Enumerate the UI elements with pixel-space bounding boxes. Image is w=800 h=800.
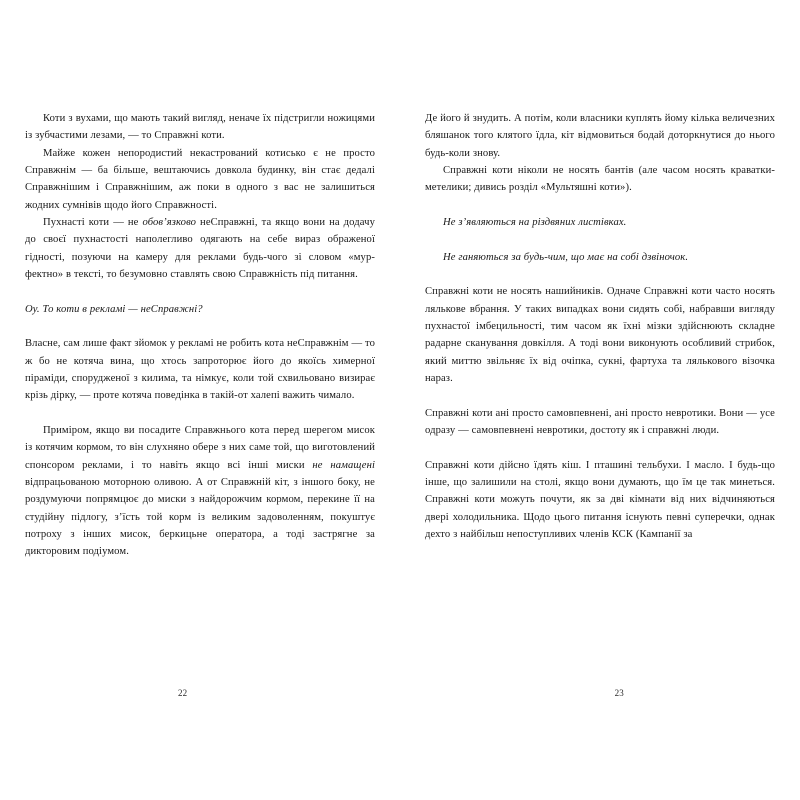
paragraph-right-1: Де його й знудить. А потім, коли власники куплять йому кілька величезних бляшанок того клятого їдла, кіт відмовиться бодай доторкнутися до нього будь-коли знову. (425, 113, 775, 159)
paragraph-right-6: Справжні коти ані просто самовпевнені, ані просто невротики. Вони — усе одразу — самовпевнені невротики, достоту як і справжні люди. (425, 407, 775, 436)
paragraph-left-3-emphasis: обов’язково (142, 217, 197, 229)
paragraph-left-5: Власне, сам лише факт зйомок у рекламі не робить кота неСправжнім — то ж бо не котяча вина, що хтось запроторює його до якоїсь химерної піраміди, спорудженої з килима, та німкує, коли той схвильовано визирає крізь дірку, — проте котяча поведінка в такій-от халепі важить чимало. (25, 338, 375, 402)
paragraph-left-6-post: відпрацьованою моторною оливою. А от Справжній кіт, з іншого боку, не роздумуючи попрямцює до миски з найдорожчим кормом, перекине її на студійну підлогу, з’їсть той корм із великим задоволенням, покуштує потроху з інших мисок, беркицьне оператора, а тоді застрягне за дикторовим подіумом. (25, 477, 375, 558)
paragraph-left-6-emphasis: не намащені (312, 459, 375, 471)
paragraph-left-6-pre: Приміром, якщо ви посадите Справжнього кота перед шерегом мисок із котячим кормом, то він слухняно обере з них саме той, що виготовлений спонсором реклами, і то навіть якщо всі інші миски (25, 425, 375, 471)
paragraph-left-3-post: неСправжні, та якщо вони на додачу до своєї пухнастості наполегливо одягають на себе вираз ображеної гідності, позуючи на камеру для реклами будь-чого зі словом «мур-фектно» в тексті, то безумовно ставлять свою Справжність під питання. (25, 217, 375, 281)
page-right (400, 0, 800, 800)
paragraph-right-5: Справжні коти не носять нашийників. Одначе Справжні коти часто носять лялькове вбрання. У таких випадках вони сидять собі, набравши вигляду пухнастої імбецильності, тим часом як їхні мізки здійснюють складне радарне сканування довкілля. А тоді вони виконують особливий стрибок, який миттю звільняє їх від очіпка, сукні, фартуха та лялькового візочка нараз. (425, 286, 775, 385)
paragraph-right-3 (425, 214, 775, 231)
paragraph-left-6 (25, 422, 375, 561)
paragraph-right-4-post: ганяються за будь-чим, що має на собі дзвіночок. (455, 251, 689, 263)
left-page-text-block (25, 110, 375, 561)
paragraph-right-7: Справжні коти дійсно їдять кіш. І пташині тельбухи. І масло. І будь-що інше, що залишили на столі, якщо вони думають, що їм це так минеться. Справжні коти можуть почути, як за дві кімнати від них відчиняються двері холодильника. Щодо цього питання існують певні суперечки, однак дехто з найбільш непоступливих членів КСК (Кампанії за (425, 459, 775, 541)
page-number-left: 22 (178, 688, 188, 698)
paragraph-left-1: Коти з вухами, що мають такий вигляд, неначе їх підстригли ножицями із зубчастими лезами, — то Справжні коти. (25, 113, 375, 142)
right-page-text-block (425, 110, 775, 543)
paragraph-right-4 (425, 249, 775, 266)
subheading-left: Оу. То коти в рекламі — неСправжні? (25, 303, 203, 315)
paragraph-right-4-emphasis: Не (443, 251, 456, 263)
paragraph-left-3-pre: Пухнасті коти — не (43, 217, 143, 229)
page-number-right: 23 (614, 688, 624, 698)
paragraph-right-2: Справжні коти ніколи не носять бантів (але часом носять краватки-метелики; дивись розділ «Мультяшні коти»). (425, 165, 775, 194)
paragraph-right-3-emphasis: Не (443, 217, 456, 229)
paragraph-right-3-post: з’являються на різдвяних листівках. (455, 217, 627, 229)
paragraph-left-3 (25, 214, 375, 283)
paragraph-left-2: Майже кожен непородистий некастрований котисько є не просто Справжнім — ба більше, вештаючись довкола будинку, він стає дедалі Справжнішим і Справжнішим, аж поки в одного з вас не залишиться жодних сумнівів щодо його Справжності. (25, 147, 375, 211)
